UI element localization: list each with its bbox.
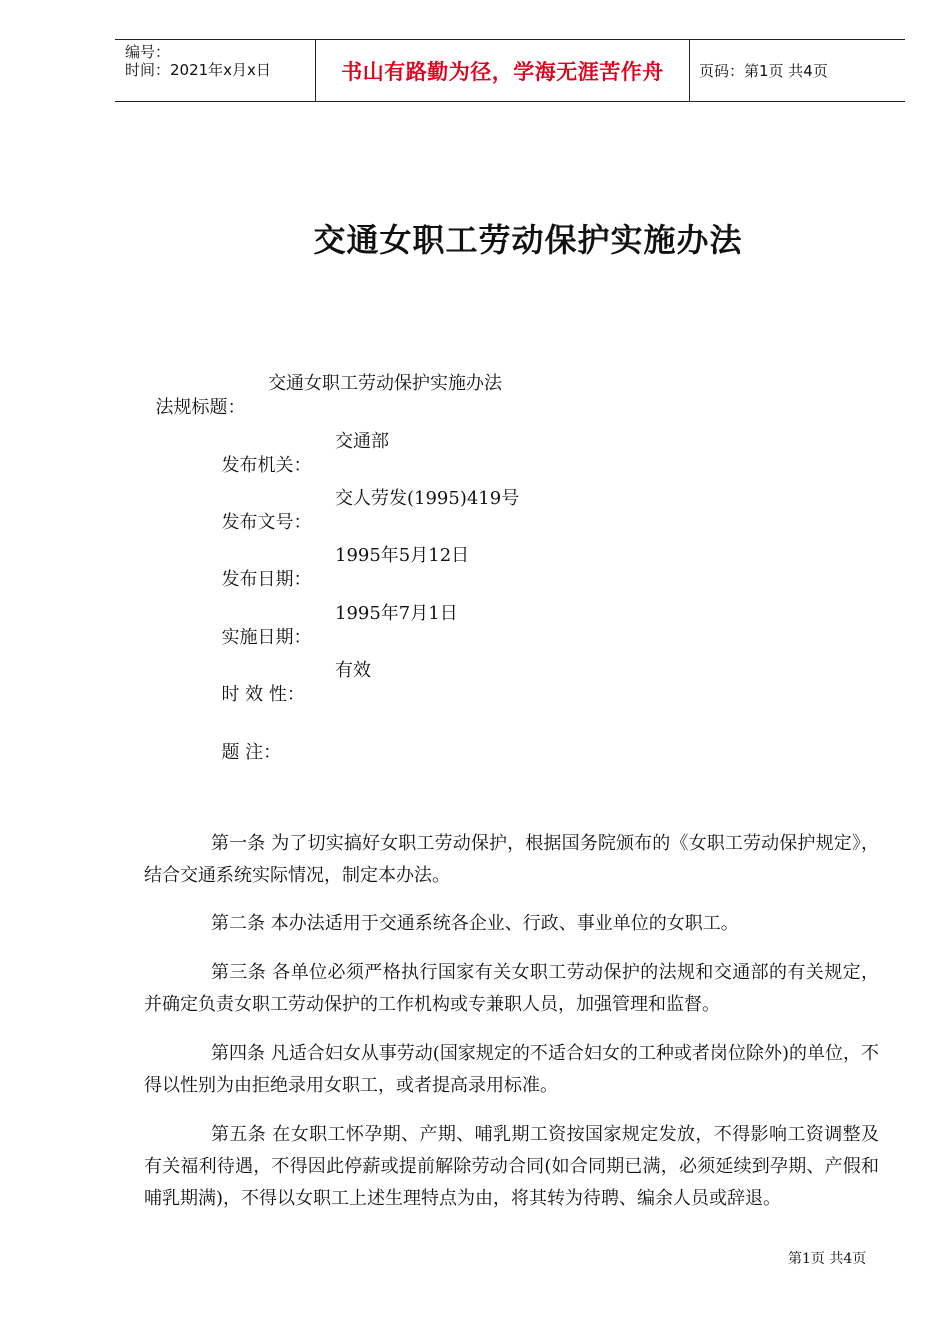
meta-law-title-value: 交通女职工劳动保护实施办法 [268, 373, 502, 394]
header-page-info: 页码：第1页 共4页 [699, 62, 828, 80]
article-5: 第五条 在女职工怀孕期、产期、哺乳期工资按国家规定发放，不得影响工资调整及有关福利待遇，不得因此停薪或提前解除劳动合同(如合同期已满，必须延续到孕期、产假和哺乳期满)，不得以女职工上述生理特点为由，将其转为待聘、编余人员或辞退。 [144, 1124, 879, 1209]
meta-validity-label: 时 效 性： [221, 684, 305, 705]
meta-note [210, 717, 281, 765]
header-info-cell [115, 40, 316, 101]
document-title: 交通女职工劳动保护实施办法 [313, 221, 743, 259]
article-1: 第一条 为了切实搞好女职工劳动保护，根据国务院颁布的《女职工劳动保护规定》，结合交通系统实际情况，制定本办法。 [144, 833, 879, 886]
header-motto: 书山有路勤为径，学海无涯苦作舟 [316, 40, 690, 101]
meta-effective-date-label: 实施日期： [221, 627, 312, 648]
meta-issuer-label: 发布机关： [221, 455, 312, 476]
meta-issuer-value: 交通部 [335, 431, 389, 452]
page-footer: 第1页 共4页 [788, 1251, 867, 1267]
article-3: 第三条 各单位必须严格执行国家有关女职工劳动保护的法规和交通部的有关规定，并确定负责女职工劳动保护的工作机构或专兼职人员，加强管理和监督。 [144, 962, 879, 1015]
meta-validity-value: 有效 [335, 660, 371, 681]
article-2: 第二条 本办法适用于交通系统各企业、行政、事业单位的女职工。 [211, 913, 739, 934]
header-number-label: 编号： [125, 43, 171, 61]
meta-issue-date-label: 发布日期： [221, 569, 312, 590]
header-time-label: 时间：2021年x月x日 [125, 61, 271, 79]
meta-law-title-label: 法规标题： [155, 397, 246, 418]
meta-doc-number-value: 交人劳发(1995)419号 [335, 488, 520, 509]
meta-issue-date-value: 1995年5月12日 [335, 545, 470, 566]
article-4: 第四条 凡适合妇女从事劳动(国家规定的不适合妇女的工种或者岗位除外)的单位，不得以性别为由拒绝录用女职工，或者提高录用标准。 [144, 1043, 879, 1096]
page-header [115, 39, 905, 102]
meta-doc-number-label: 发布文号： [221, 512, 312, 533]
meta-note-label: 题 注： [221, 742, 282, 763]
meta-effective-date-value: 1995年7月1日 [335, 603, 458, 624]
